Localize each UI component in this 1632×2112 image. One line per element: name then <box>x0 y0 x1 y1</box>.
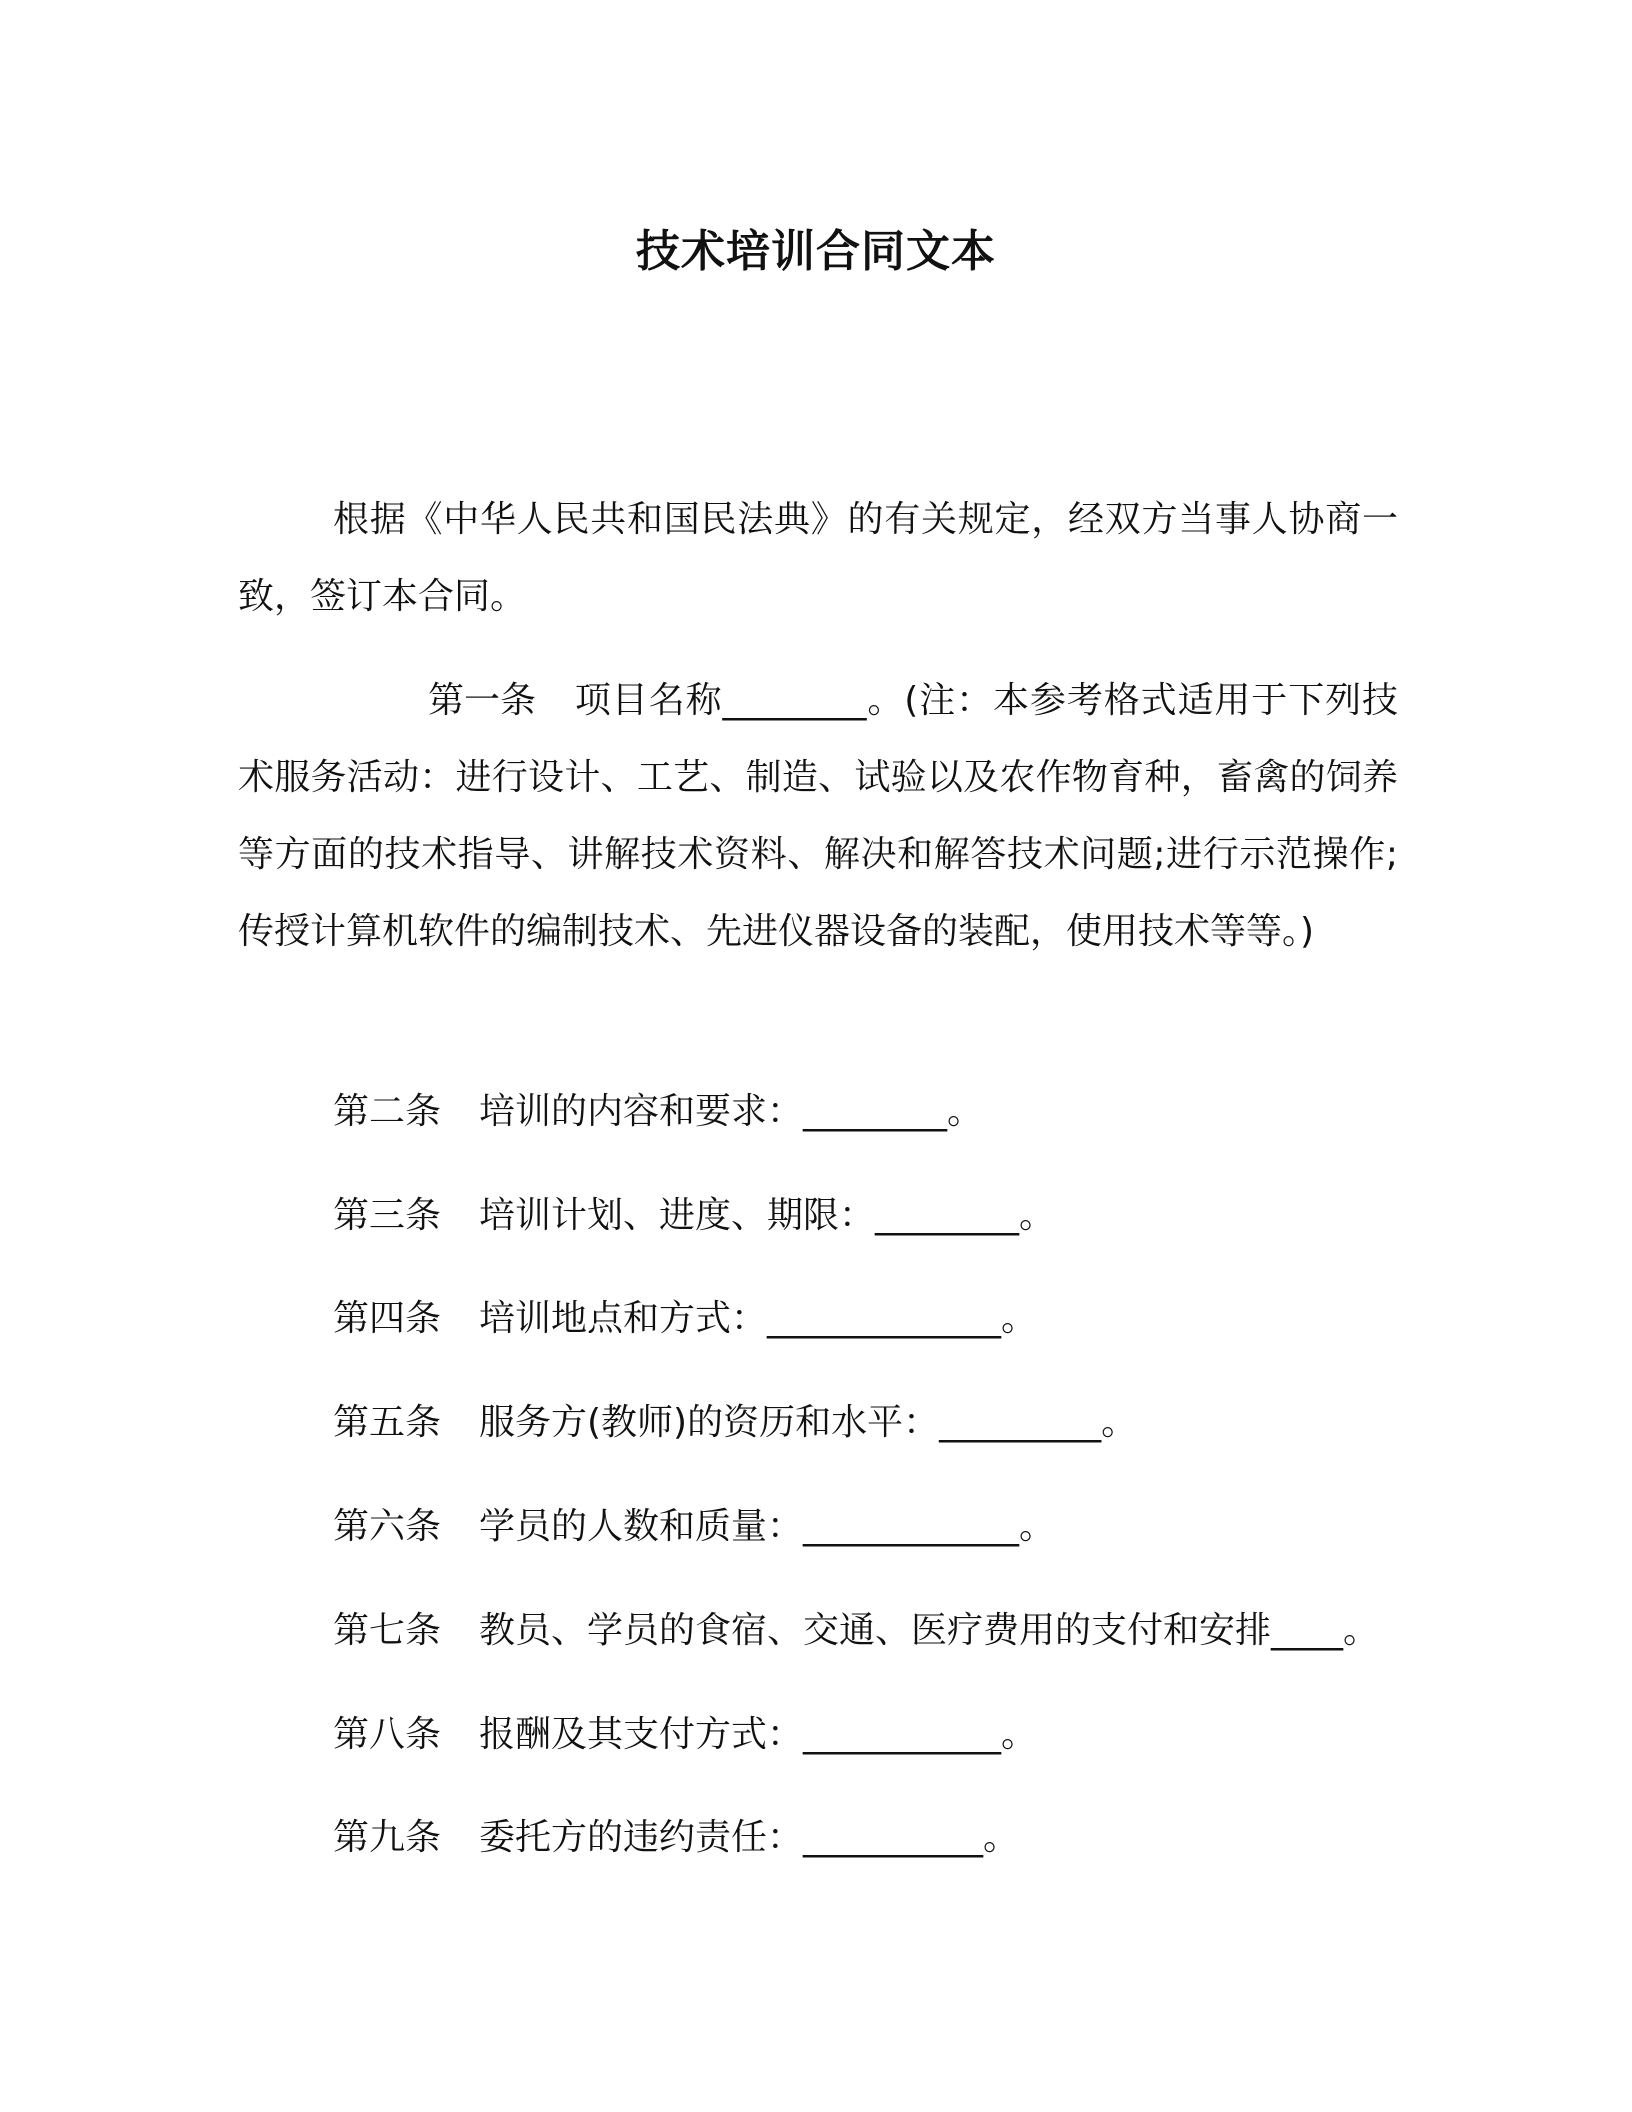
article-1 <box>238 662 1398 970</box>
article-text: 委托方的违约责任：__________。 <box>479 1817 1020 1858</box>
article-text: 培训的内容和要求：________。 <box>479 1091 984 1132</box>
article-number: 第三条 <box>333 1195 442 1236</box>
article-6 <box>333 1502 1055 1552</box>
article-7 <box>333 1606 1379 1656</box>
article-text: 学员的人数和质量：____________。 <box>479 1506 1056 1547</box>
article-9 <box>333 1813 1019 1863</box>
article-number: 第七条 <box>333 1610 442 1651</box>
article-text: 服务方(教师)的资历和水平：_________。 <box>479 1402 1138 1443</box>
article-4 <box>333 1294 1037 1344</box>
article-number: 第八条 <box>333 1714 442 1755</box>
article-8 <box>333 1710 1037 1760</box>
article-number: 第一条 <box>428 680 537 721</box>
article-2 <box>333 1087 983 1137</box>
article-text: 项目名称________。(注：本参考格式适用于下列技术服务活动：进行设计、工艺、制造、试验以及农作物育种，畜禽的饲养等方面的技术指导、讲解技术资料、解决和解答技术问题;进行示范操作;传授计算机软件的编制技术、先进仪器设备的装配，使用技术等等。) <box>238 680 1398 952</box>
article-text: 培训计划、进度、期限：________。 <box>479 1195 1056 1236</box>
article-number: 第六条 <box>333 1506 442 1547</box>
article-text: 教员、学员的食宿、交通、医疗费用的支付和安排____。 <box>479 1610 1380 1651</box>
article-number: 第九条 <box>333 1817 442 1858</box>
article-text: 报酬及其支付方式：___________。 <box>479 1714 1038 1755</box>
document-title: 技术培训合同文本 <box>636 226 996 277</box>
article-3 <box>333 1191 1055 1241</box>
article-text: 培训地点和方式：_____________。 <box>479 1298 1038 1339</box>
article-number: 第二条 <box>333 1091 442 1132</box>
article-number: 第四条 <box>333 1298 442 1339</box>
intro-paragraph: 根据《中华人民共和国民法典》的有关规定，经双方当事人协商一致，签订本合同。 <box>238 499 1398 617</box>
article-number: 第五条 <box>333 1402 442 1443</box>
article-5 <box>333 1398 1137 1448</box>
